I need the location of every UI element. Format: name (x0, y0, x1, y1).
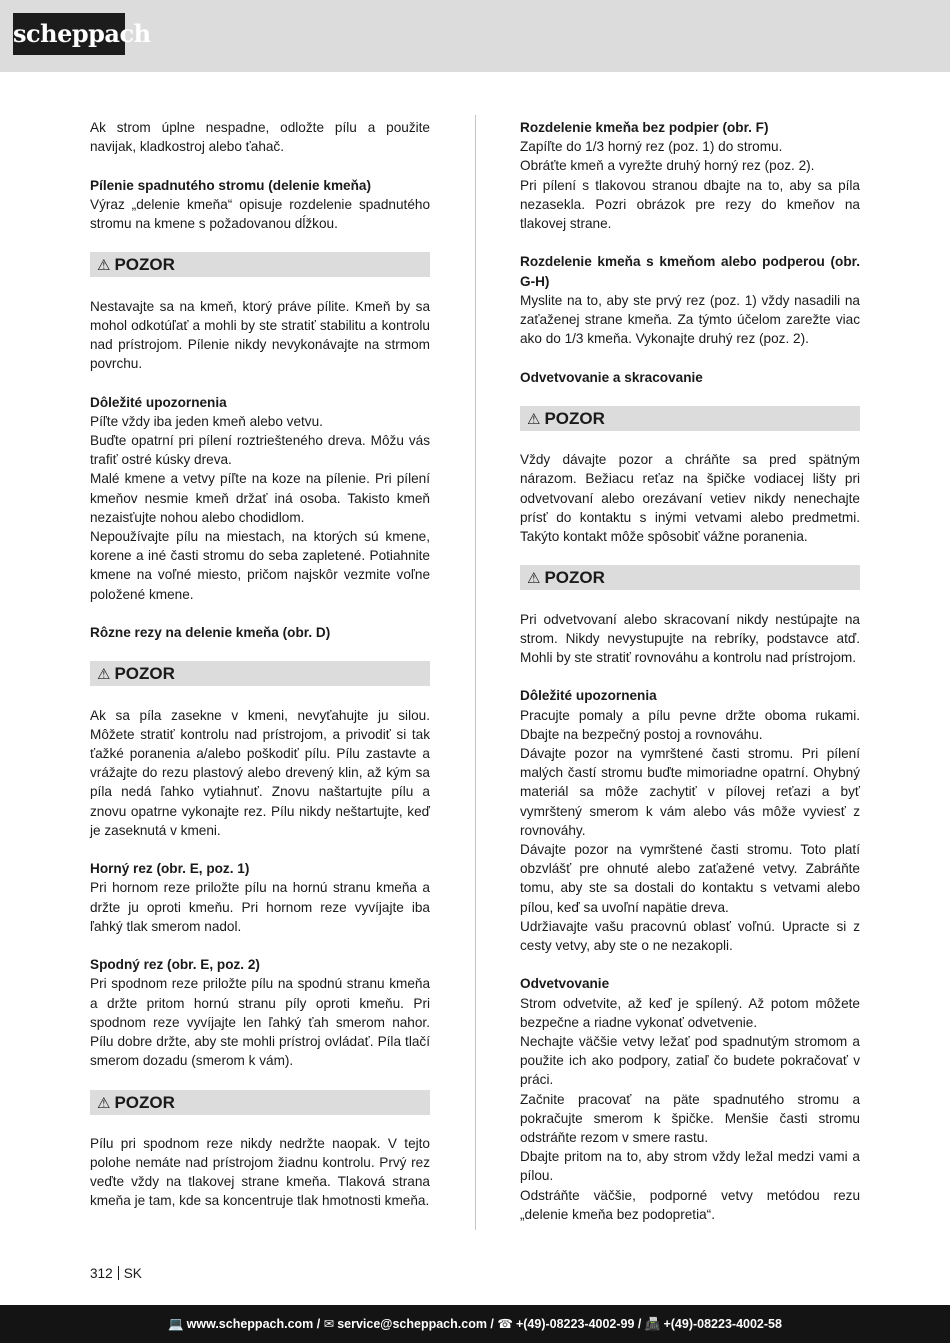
paragraph-text: Ak sa píla zasekne v kmeni, nevyťahujte ju silou. Môžete stratiť kontrolu nad prístrojom, a privodiť si tak ťažké poranenia a/alebo poškodiť pílu. Pílu zastavte a vrážajte do rezu plastový alebo drevený klin, až kým sa píla nedá ľahko vytiahnuť. Znovu naštartujte pílu a znovu opatrne vykonajte rez. Pílu nikdy neštartujte, keď je zaseknutá v kmeni. (90, 707, 430, 838)
warning-label: POZOR (544, 409, 605, 428)
text-section (90, 118, 430, 156)
paragraph-text: Dávajte pozor na vymrštené časti stromu. Pri pílení malých častí stromu buďte mimoriadne opatrní. Ohybný materiál sa môže zachytiť v pílovej reťazi a byť vymrštený smerom k vám alebo vás môže vyviesť z rovnováhy. (520, 745, 860, 838)
section-heading: Dôležité upozornenia (520, 688, 657, 704)
paragraph-text: Pri odvetvovaní alebo skracovaní nikdy nestúpajte na strom. Nikdy nevystupujte na rebríky, podstavce atď. Mohli by ste stratiť rovnováhu a kontrolu nad prístrojom. (520, 611, 860, 665)
paragraph-text: Pracujte pomaly a pílu pevne držte oboma rukami. Dbajte na bezpečný postoj a rovnováhu. (520, 707, 860, 742)
paragraph-text: Nechajte väčšie vetvy ležať pod spadnutým stromom a použite ich ako podpory, zatiaľ čo budete pokračovať v práci. (520, 1034, 860, 1088)
warning-triangle-icon: ⚠ (527, 570, 541, 588)
text-section (90, 393, 430, 604)
paragraph-text: Udržiavajte vašu pracovnú oblasť voľnú. Upracte si z cesty vetvy, aby ste o ne nezakopli. (520, 918, 860, 954)
paragraph-text: Pri pílení s tlakovou stranou dbajte na to, aby sa píla nezasekla. Pozri obrázok pre rezy do kmeňov na tlakovej strane. (520, 177, 860, 232)
text-section (520, 252, 860, 348)
warning-triangle-icon: ⚠ (97, 666, 111, 684)
section-heading: Rozdelenie kmeňa s kmeňom alebo podperou (obr. G-H) (520, 254, 860, 289)
warning-triangle-icon: ⚠ (97, 1094, 111, 1112)
paragraph-text: Odstráňte väčšie, podporné vetvy metódou rezu „delenie kmeňa bez podopretia“. (520, 1187, 860, 1222)
text-section (90, 623, 430, 642)
paragraph-text: Píľte vždy iba jeden kmeň alebo vetvu. (90, 413, 323, 429)
text-section (520, 450, 860, 546)
section-heading: Odvetvovanie a skracovanie (520, 369, 703, 385)
right-column (520, 118, 860, 1243)
page-header (0, 0, 950, 72)
warning-label: POZOR (114, 664, 175, 684)
warning-notice (90, 252, 430, 277)
paragraph-text: Výraz „delenie kmeňa“ opisuje rozdelenie spadnutého stromu na kmene s požadovanou dĺžkou. (90, 196, 430, 231)
warning-notice (520, 565, 860, 590)
paragraph-text: Myslite na to, aby ste prvý rez (poz. 1) vždy nasadili na zaťaženej strane kmeňa. Za týmto účelom zarežte viac ako do 1/3 kmeňa. Vykonajte druhý rez (poz. 2). (520, 292, 860, 347)
paragraph-text: Malé kmene a vetvy píľte na koze na pílenie. Pri pílení kmeňov nesmie kmeň držať iná osoba. Takisto kmeň nezaisťujte nohou alebo chodidlom. (90, 471, 430, 525)
section-heading: Spodný rez (obr. E, poz. 2) (90, 957, 260, 973)
warning-label: POZOR (544, 568, 605, 588)
page-language: SK (123, 1266, 142, 1281)
section-heading: Dôležité upozornenia (90, 394, 227, 410)
section-heading: Odvetvovanie (520, 976, 610, 992)
warning-triangle-icon: ⚠ (527, 411, 541, 428)
paragraph-text: Dbajte pritom na to, aby strom vždy ležal medzi vami a pílou. (520, 1149, 860, 1184)
page-number-separator (118, 1266, 119, 1280)
footer-email[interactable]: service@scheppach.com (337, 1317, 487, 1331)
left-column (90, 118, 430, 1230)
warning-label: POZOR (114, 255, 175, 275)
scheppach-logo: scheppach (13, 13, 125, 55)
paragraph-text: Nestavajte sa na kmeň, ktorý práve pílite. Kmeň by sa mohol odkotúľať a mohli by ste stratiť stabilitu a kontrolu nad prístrojom. Pílenie nikdy nevykonávajte na strmom povrchu. (90, 298, 430, 372)
text-section (90, 297, 430, 374)
paragraph-text: Pri spodnom reze priložte pílu na spodnú stranu kmeňa a držte pritom hornú stranu píly oproti kmeňu. Pri spodnom reze vyvíjajte len ľahký ťah smerom nahor. Pílu dobre držte, aby ste mohli prístroj ovládať. Píla tlačí smerom dozadu (smerom k vám). (90, 976, 430, 1069)
text-section (90, 176, 430, 234)
paragraph-text: Pílu pri spodnom reze nikdy nedržte naopak. V tejto polohe nemáte nad prístrojom žiadnu kontrolu. Prvý rez veďte vždy na tlakovej strane kmeňa. Tlaková strana kmeňa je tam, kde sa koncentruje tlak hmotnosti kmeňa. (90, 1135, 430, 1209)
text-section (520, 368, 860, 387)
warning-notice (90, 661, 430, 686)
paragraph-text: Buďte opatrní pri pílení roztriešteného dreva. Môžu vás trafiť ostré kúsky dreva. (90, 432, 430, 468)
warning-notice (520, 406, 860, 431)
text-section (520, 974, 860, 1224)
text-section (90, 859, 430, 936)
section-heading: Rozdelenie kmeňa bez podpier (obr. F) (520, 120, 769, 135)
paragraph-text: Ak strom úplne nespadne, odložte pílu a použite navijak, kladkostroj alebo ťahač. (90, 120, 430, 155)
paragraph-text: Zapíľte do 1/3 horný rez (poz. 1) do stromu. (520, 139, 783, 155)
page-number-value: 312 (90, 1266, 113, 1281)
column-divider (475, 115, 476, 1230)
paragraph-text: Dávajte pozor na vymrštené časti stromu. Toto platí obzvlášť pre ohnuté alebo zaťažené vetvy. Zabráňte tomu, aby ste sa dostali do kontaktu s vetvami alebo pílou, keď sa uvoľní napätie dreva. (520, 842, 860, 915)
footer-phone[interactable]: +(49)-08223-4002-99 (515, 1317, 635, 1331)
paragraph-text: Pri hornom reze priložte pílu na hornú stranu kmeňa a držte ju oproti kmeňu. Pri hornom reze vyvíjajte iba ľahký tlak smerom nadol. (90, 880, 430, 934)
computer-icon: 💻 (168, 1317, 184, 1331)
warning-triangle-icon: ⚠ (97, 257, 111, 275)
text-section (90, 1134, 430, 1211)
paragraph-text: Vždy dávajte pozor a chráňte sa pred spätným nárazom. Bežiacu reťaz na špičke vodiacej lišty pri odvetvovaní alebo orezávaní vetiev nikdy nenechajte prísť do kontaktu s inými vetvami alebo predmetmi. Takýto kontakt môže spôsobiť vážne poranenia. (520, 452, 860, 544)
paragraph-text: Nepoužívajte pílu na miestach, na ktorých sú kmene, korene a iné časti stromu do seba zapletené. Potiahnite kmene na voľné miesto, pričom najskôr vezmite voľne položené kmene. (90, 529, 430, 602)
footer-separator: / (634, 1317, 645, 1331)
fax-icon: 📠 (644, 1317, 661, 1331)
footer-fax: +(49)-08223-4002-58 (663, 1317, 782, 1331)
paragraph-text: Začnite pracovať na päte spadnutého stromu a pokračujte smerom k špičke. Menšie časti stromu odstráňte rezom v smere rastu. (520, 1091, 860, 1146)
text-section (520, 610, 860, 668)
footer-separator: / (313, 1317, 324, 1331)
section-heading: Pílenie spadnutého stromu (delenie kmeňa) (90, 177, 371, 193)
page-number (90, 1264, 142, 1283)
page-footer (0, 1305, 950, 1343)
paragraph-text: Obráťte kmeň a vyrežte druhý horný rez (poz. 2). (520, 158, 815, 174)
section-heading: Horný rez (obr. E, poz. 1) (90, 861, 250, 877)
section-heading: Rôzne rezy na delenie kmeňa (obr. D) (90, 625, 331, 640)
footer-separator: / (486, 1317, 498, 1331)
footer-website[interactable]: www.scheppach.com (186, 1317, 314, 1331)
paragraph-text: Strom odvetvite, až keď je spílený. Až potom môžete bezpečne a riadne vykonať odvetvenie. (520, 995, 860, 1030)
warning-label: POZOR (114, 1092, 175, 1112)
text-section (520, 686, 860, 955)
phone-icon: ☎ (497, 1317, 513, 1331)
text-section (90, 706, 430, 840)
email-icon: ✉ (323, 1317, 335, 1331)
text-section (520, 118, 860, 233)
text-section (90, 955, 430, 1070)
warning-notice (90, 1090, 430, 1115)
